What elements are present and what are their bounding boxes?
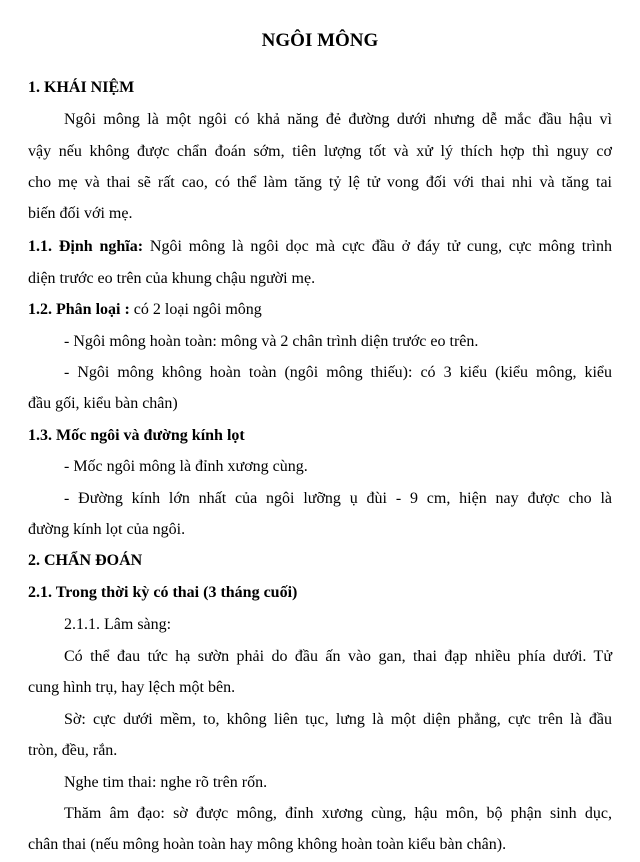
definition-line-1 (28, 239, 612, 255)
paragraph-1-line-3: cho mẹ và thai sẽ rất cao, có thể làm tăng tỷ lệ tử vong đối với thai nhi và tăng tai (28, 174, 612, 191)
clinical-paragraph-4-line-1: Thăm âm đạo: sờ được mông, đỉnh xương cùng, hậu môn, bộ phận sinh dục, (64, 805, 612, 822)
section-2-1-heading: 2.1. Trong thời kỳ có thai (3 tháng cuối) (28, 584, 298, 601)
classification-label: 1.2. Phân loại : (28, 301, 130, 318)
clinical-paragraph-1-line-2: cung hình trụ, hay lệch một bên. (28, 679, 236, 696)
subsection-clinical: 2.1.1. Lâm sàng: (64, 616, 172, 633)
section-1-3-heading: 1.3. Mốc ngôi và đường kính lọt (28, 427, 245, 444)
clinical-paragraph-1-line-1: Có thể đau tức hạ sườn phải do đầu ấn vào gan, thai đạp nhiều phía dưới. Tử (64, 648, 612, 665)
paragraph-1-line-4: biến đối với mẹ. (28, 205, 133, 222)
classification-item-2-line-2: đầu gối, kiểu bàn chân) (28, 395, 178, 412)
definition-line-2: diện trước eo trên của khung chậu người mẹ. (28, 270, 316, 287)
classification-item-2-line-1: - Ngôi mông không hoàn toàn (ngôi mông thiếu): có 3 kiểu (kiểu mông, kiểu (64, 364, 612, 381)
classification-text: có 2 loại ngôi mông (129, 301, 262, 318)
classification-line (28, 302, 262, 318)
clinical-paragraph-4-line-2: chân thai (nếu mông hoàn toàn hay mông không hoàn toàn kiểu bàn chân). (28, 836, 507, 853)
definition-text: Ngôi mông là ngôi dọc mà cực đầu ở đáy tử cung, cực mông trình (143, 238, 612, 255)
landmark-item-1: - Mốc ngôi mông là đỉnh xương cùng. (64, 458, 308, 475)
page-title: NGÔI MÔNG (261, 30, 379, 51)
paragraph-1-line-1: Ngôi mông là một ngôi có khả năng đẻ đường dưới nhưng dễ mắc đầu hậu vì (64, 111, 612, 128)
clinical-paragraph-3: Nghe tim thai: nghe rõ trên rốn. (64, 774, 268, 791)
definition-label: 1.1. Định nghĩa: (28, 238, 144, 255)
clinical-paragraph-2-line-2: tròn, đều, rắn. (28, 742, 118, 759)
paragraph-1-line-2: vậy nếu không được chẩn đoán sớm, tiên lượng tốt và xử lý thích hợp thì nguy cơ (28, 143, 612, 160)
classification-item-1: - Ngôi mông hoàn toàn: mông và 2 chân trình diện trước eo trên. (64, 333, 479, 350)
landmark-item-2-line-1: - Đường kính lớn nhất của ngôi lưỡng ụ đùi - 9 cm, hiện nay được cho là (64, 490, 612, 507)
landmark-item-2-line-2: đường kính lọt của ngôi. (28, 521, 186, 538)
section-2-heading: 2. CHẨN ĐOÁN (28, 552, 143, 569)
clinical-paragraph-2-line-1: Sờ: cực dưới mềm, to, không liên tục, lưng là một diện phẳng, cực trên là đầu (64, 711, 612, 728)
section-1-heading: 1. KHÁI NIỆM (28, 79, 135, 96)
